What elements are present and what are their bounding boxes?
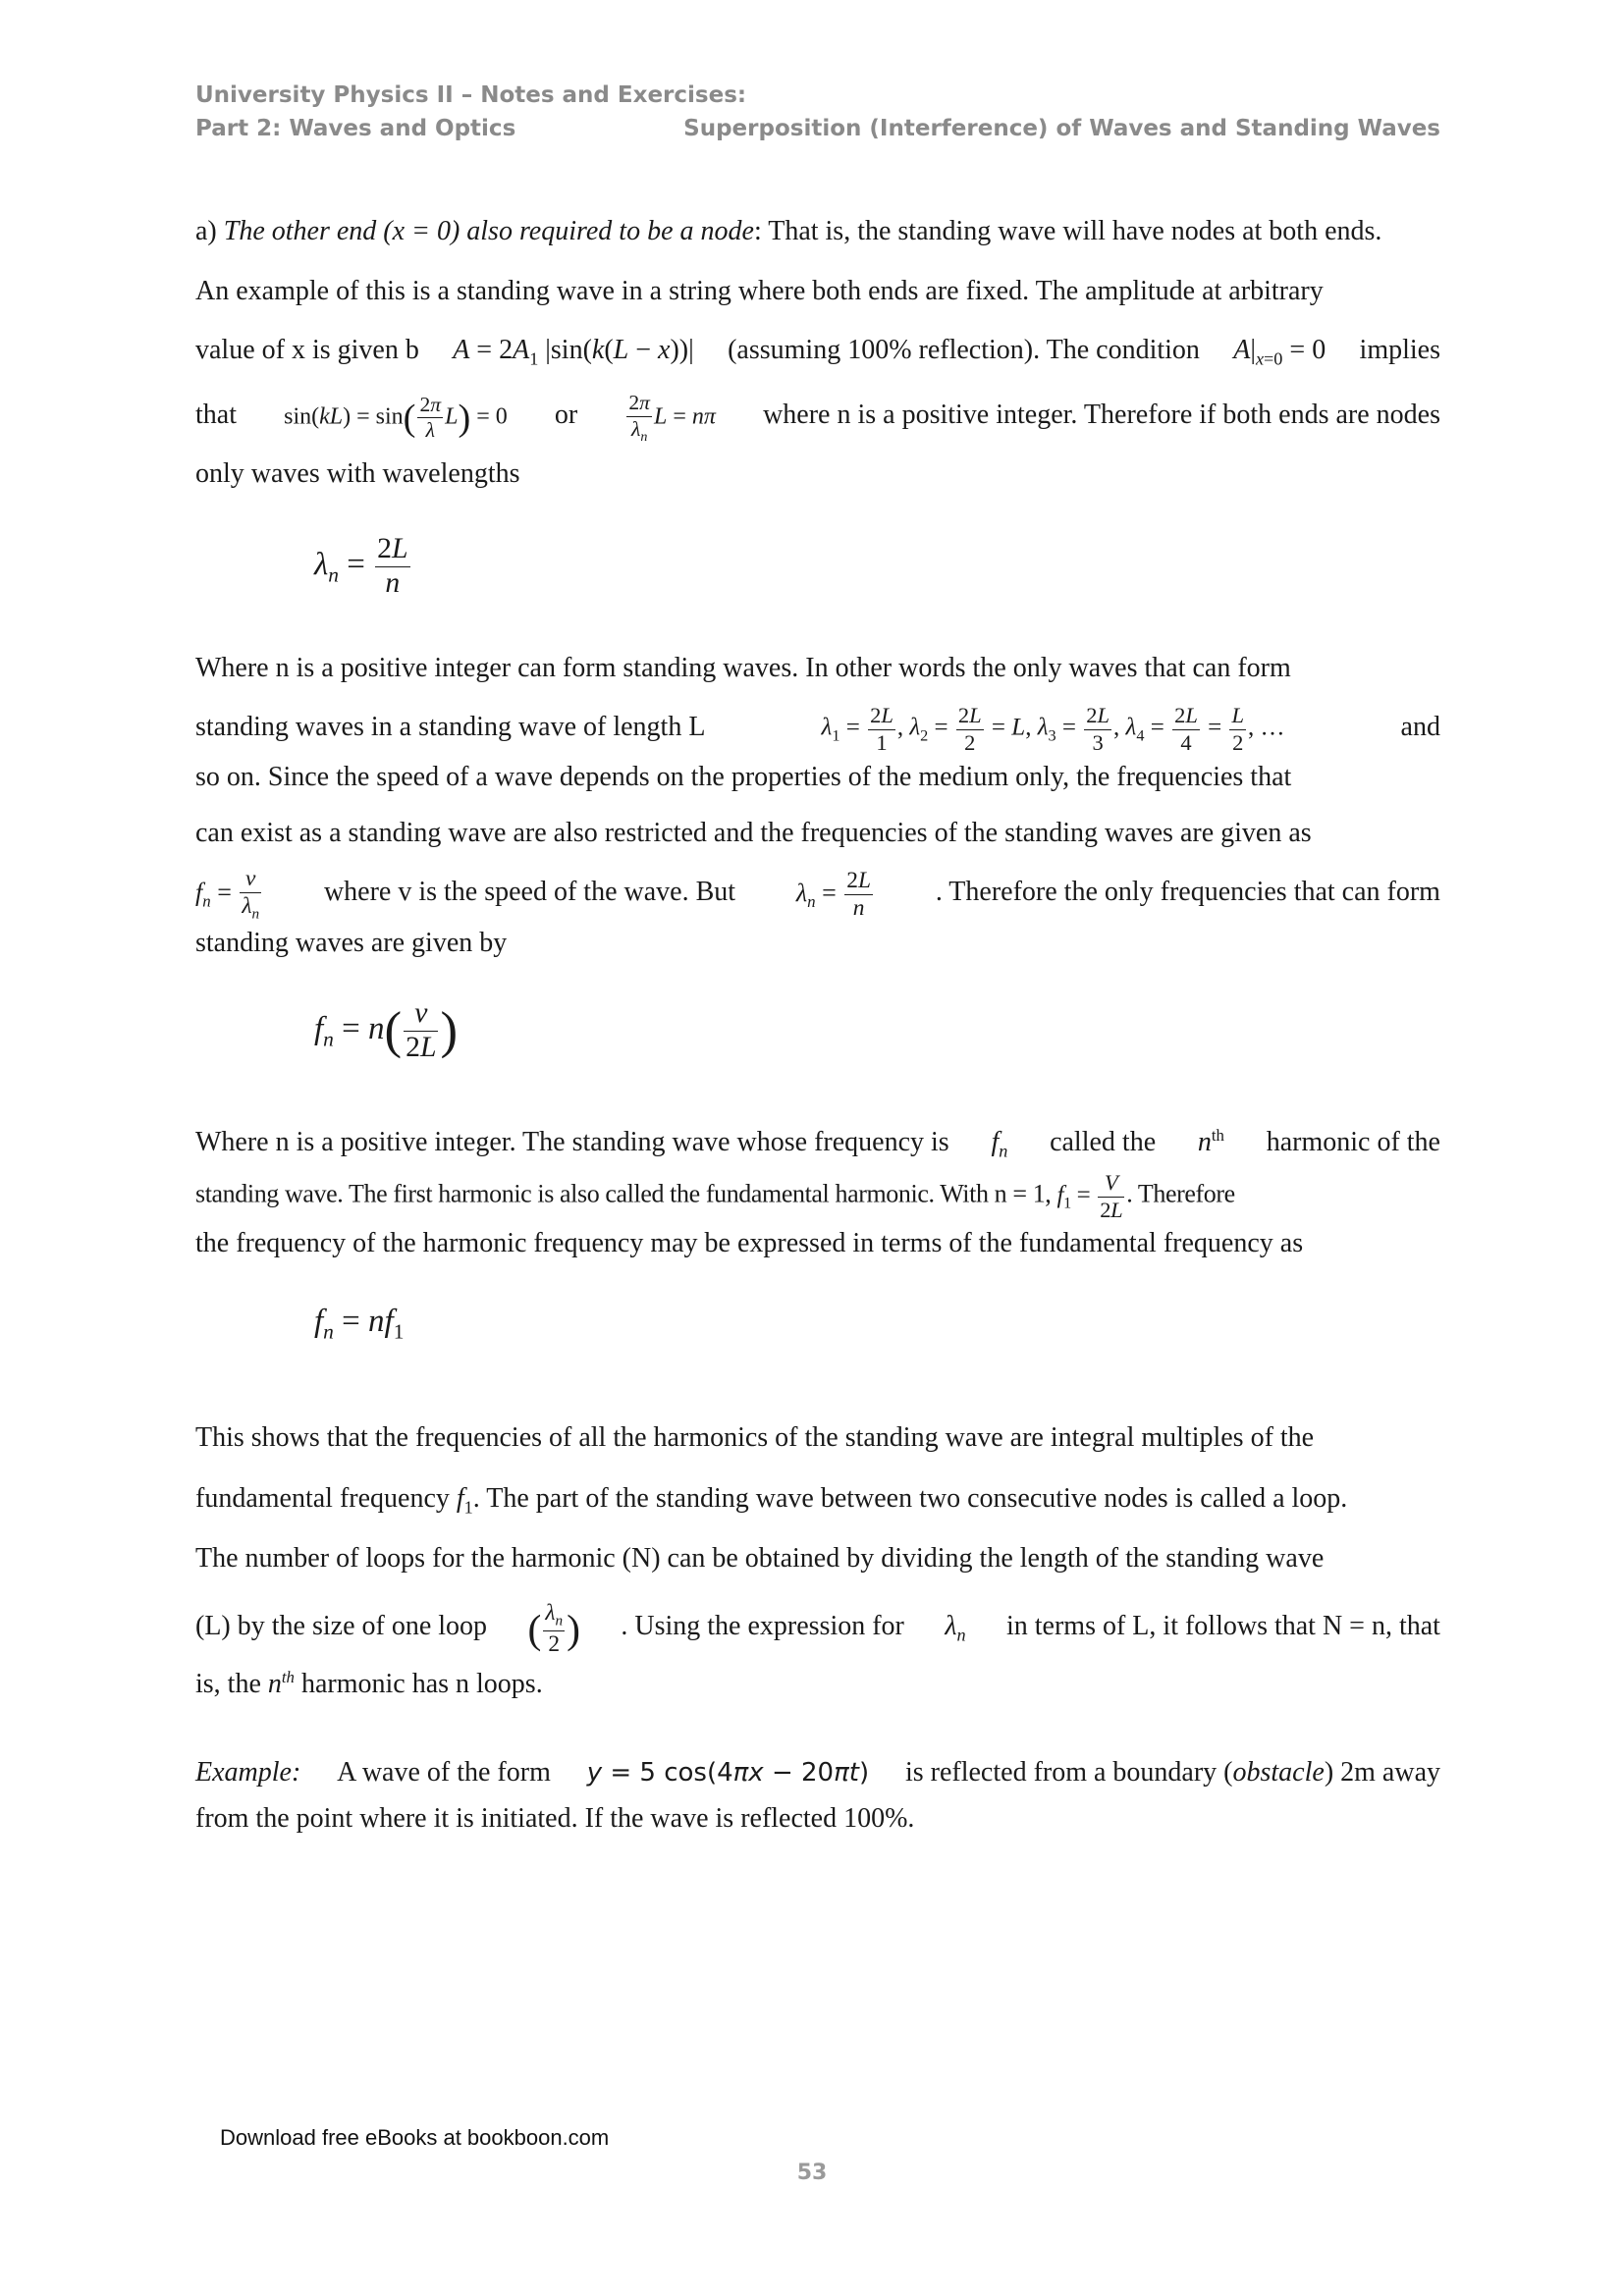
text: implies <box>1359 335 1440 365</box>
wavelength-series-equation: $\lambda_1$ = $\frac{2L}{1}$ , $\lambda_2$ = $\frac{2L}{2}$ = L, $\lambda_3$ = $\frac{2L}{3}$ , $\lambda_4$ = $\frac{2L}{4}$ = $\frac{L}{2}$ , … <box>821 703 1285 755</box>
paragraph-line <box>195 868 1440 922</box>
example-label: Example: <box>195 1757 301 1788</box>
lambda-n-symbol: $\lambda_n$ <box>945 1611 966 1645</box>
fn-symbol: $f_n$ <box>991 1127 1008 1161</box>
sine-condition-equation: sin(kL) = sin( $\frac{2\pi}{\lambda}$ L) = 0 <box>284 392 508 443</box>
page-number: 53 <box>796 2161 828 2185</box>
paragraph-line: This shows that the frequencies of all the harmonics of the standing wave are integral multiples of the <box>195 1422 1315 1453</box>
paragraph-line: An example of this is a standing wave in a string where both ends are fixed. The amplitude at arbitrary <box>195 276 1324 306</box>
f1-symbol: $f_1$ <box>456 1483 473 1518</box>
book-title-line1: University Physics II – Notes and Exercises: <box>195 82 747 108</box>
wavelength-inline-equation: $\lambda_n$ = $\frac{2L}{n}$ <box>795 867 871 921</box>
text: standing wave. The first harmonic is also called the fundamental harmonic. With n = 1, <box>195 1179 1052 1208</box>
text: . Therefore <box>1126 1179 1235 1208</box>
fundamental-frequency-equation: $f_1$ = $\frac{V}{2L}$ <box>1056 1170 1123 1222</box>
harmonic-frequency-equation: $f_n = nf_1$ <box>314 1304 405 1344</box>
text: and <box>1400 711 1440 742</box>
paragraph-line: so on. Since the speed of a wave depends on the properties of the medium only, the frequencies that <box>195 762 1292 792</box>
case-a-italic: The other end (x = 0) also required to be a node <box>223 216 754 246</box>
paragraph-line: Where n is a positive integer can form standing waves. In other words the only waves that can form <box>195 653 1291 683</box>
paragraph-line <box>195 1172 1440 1221</box>
text: is, the <box>195 1669 261 1700</box>
wave-equation: y = 5 cos(4πx − 20πt) <box>586 1758 870 1788</box>
text: or <box>554 400 578 431</box>
wavelength-condition-equation: $\frac{2\pi}{\lambda_n}$ L = nπ <box>628 391 716 445</box>
paragraph-line: can exist as a standing wave are also restricted and the frequencies of the standing waves are given as <box>195 818 1312 848</box>
paragraph-line <box>195 1119 1440 1167</box>
paragraph-line <box>195 705 1440 754</box>
book-title <box>195 79 746 145</box>
frequency-equation: $f_n = n$( $\frac{v}{2L}$ ) <box>314 997 459 1063</box>
text: called the <box>1050 1127 1157 1158</box>
text: a) <box>195 216 224 246</box>
obstacle-italic: obstacle <box>1232 1757 1325 1788</box>
text: : That is, the standing wave will have nodes at both ends. <box>753 216 1382 246</box>
text: where n is a positive integer. Therefore if both ends are nodes <box>763 400 1440 431</box>
paragraph-line <box>195 393 1440 444</box>
text: (assuming 100% reflection). The condition <box>728 335 1200 365</box>
text: . The part of the standing wave between two consecutive nodes is called a loop. <box>472 1483 1348 1514</box>
paragraph-line: from the point where it is initiated. If the wave is reflected 100%. <box>195 1803 915 1834</box>
text: . Therefore the only frequencies that can form <box>935 877 1440 908</box>
text: harmonic has n loops. <box>300 1669 543 1700</box>
text: (L) by the size of one loop <box>195 1611 488 1642</box>
nth-symbol: $n^{th}$ <box>1197 1126 1224 1158</box>
paragraph-line <box>195 1602 1440 1656</box>
frequency-definition-equation: $f_n$ = $\frac{v}{\lambda_n}$ <box>195 866 260 923</box>
text: that <box>195 400 237 431</box>
paragraph-line <box>195 1661 1440 1701</box>
text: is reflected from a boundary ( <box>904 1757 1233 1788</box>
text: fundamental frequency <box>195 1483 450 1514</box>
download-link[interactable]: Download free eBooks at bookboon.com <box>220 2125 610 2150</box>
paragraph-line <box>195 334 1440 375</box>
text <box>905 1756 1440 1789</box>
chapter-title: Superposition (Interference) of Waves and Standing Waves <box>683 116 1440 141</box>
nth-symbol: $n^{th}$ <box>267 1668 295 1700</box>
paragraph-line <box>195 215 1440 248</box>
wavelength-equation: $\lambda_n$ = $\frac{2L}{n}$ <box>314 533 408 599</box>
text: A wave of the form <box>337 1757 551 1788</box>
text: where v is the speed of the wave. But <box>323 877 736 908</box>
text: . Using the expression for <box>621 1611 904 1642</box>
text: standing waves in a standing wave of length L <box>195 711 706 742</box>
text: value of x is given b <box>195 335 419 365</box>
paragraph-line <box>195 1756 1440 1789</box>
paragraph-line <box>195 1482 1440 1523</box>
paragraph-line: the frequency of the harmonic frequency may be expressed in terms of the fundamental frequency as <box>195 1228 1304 1258</box>
paragraph-line: only waves with wavelengths <box>195 458 520 489</box>
loop-size-fraction: ( $\frac{\lambda_n}{2}$ ) <box>527 1600 580 1657</box>
book-title-line2: Part 2: Waves and Optics <box>195 116 516 141</box>
paragraph-line: The number of loops for the harmonic (N) can be obtained by dividing the length of the standing wave <box>195 1543 1325 1574</box>
text: in terms of L, it follows that N = n, that <box>1006 1611 1440 1642</box>
text: harmonic of the <box>1266 1127 1440 1158</box>
paragraph-line: standing waves are given by <box>195 928 508 958</box>
node-condition-equation: $A|_{x=0} = 0$ <box>1233 335 1326 369</box>
amplitude-equation: $A = 2A_1$ |sin(k(L − x))| <box>453 335 694 369</box>
text: ) 2m away <box>1324 1757 1440 1788</box>
text: Where n is a positive integer. The standing wave whose frequency is <box>195 1127 949 1158</box>
